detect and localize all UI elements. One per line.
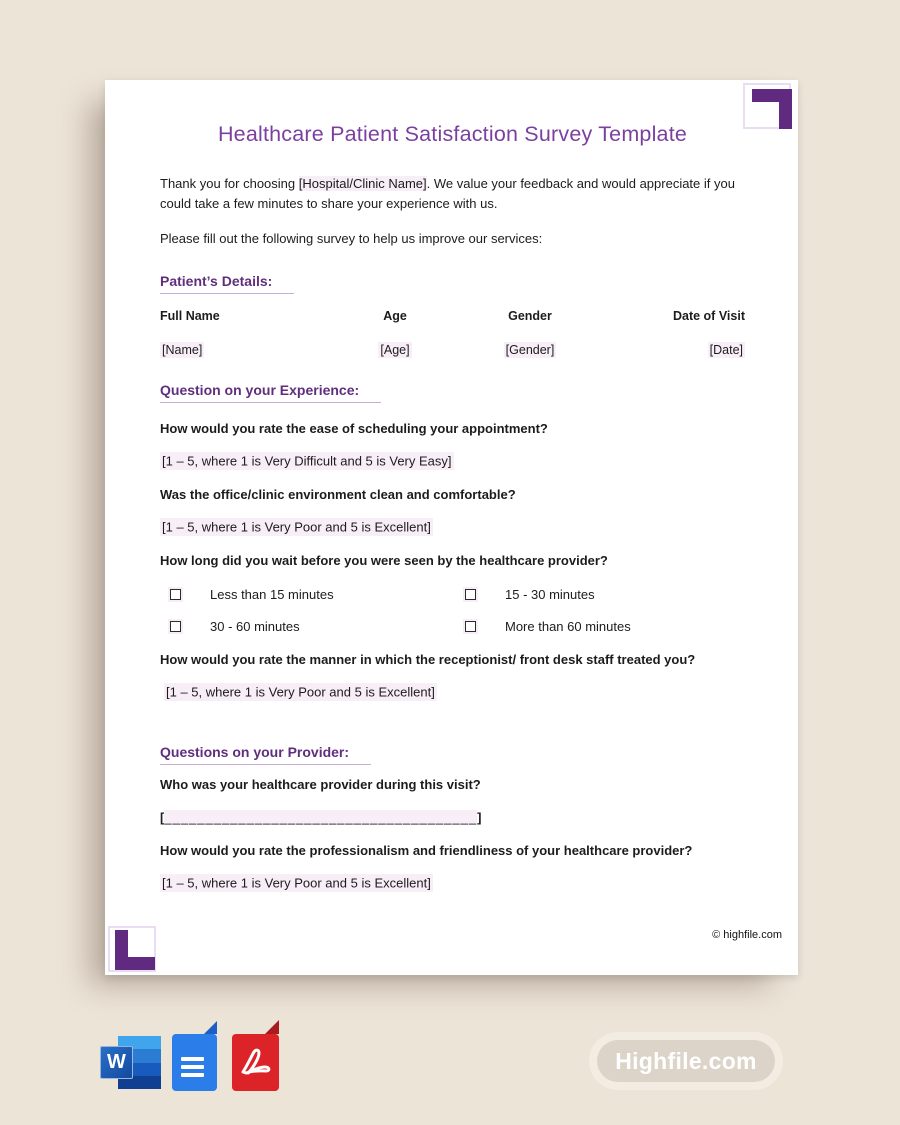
acrobat-logo-icon — [238, 1046, 274, 1080]
question-environment: Was the office/clinic environment clean and comfortable? — [160, 486, 516, 502]
option-label: Less than 15 minutes — [210, 586, 334, 602]
column-header-gender: Gender — [508, 308, 552, 323]
experience-section-heading: Question on your Experience: — [160, 382, 381, 403]
document-title: Healthcare Patient Satisfaction Survey Template — [217, 122, 688, 146]
rating-scale-environment[interactable]: [1 – 5, where 1 is Very Poor and 5 is Excellent] — [162, 519, 431, 535]
copyright-text: © highfile.com — [712, 929, 782, 941]
intro-text-post: . We value your feedback and would appreciate if you could take a few minutes to share your experience with us. — [160, 176, 735, 211]
option-label: 30 - 60 minutes — [210, 618, 300, 634]
column-header-age: Age — [383, 308, 407, 323]
option-label: More than 60 minutes — [505, 618, 631, 634]
gender-placeholder-field[interactable]: [Gender] — [505, 342, 555, 357]
wait-time-options — [160, 587, 745, 634]
pdf-file-icon[interactable] — [232, 1034, 279, 1091]
patient-details-table — [160, 306, 745, 360]
corner-decoration-top-right-icon — [743, 80, 799, 133]
option-15-30[interactable] — [463, 587, 745, 602]
option-more-than-60[interactable] — [463, 619, 745, 634]
option-label: 15 - 30 minutes — [505, 586, 595, 602]
patient-details-heading: Patient’s Details: — [160, 273, 294, 294]
column-header-full-name: Full Name — [160, 308, 220, 323]
question-professionalism: How would you rate the professionalism and friendliness of your healthcare provider? — [160, 842, 693, 858]
provider-name-blank-field[interactable]: [______________________________________] — [160, 809, 482, 825]
question-wait-time: How long did you wait before you were seen by the healthcare provider? — [160, 552, 608, 568]
google-docs-file-icon[interactable] — [172, 1034, 217, 1091]
intro-text-pre: Thank you for choosing — [160, 176, 299, 191]
provider-section-heading: Questions on your Provider: — [160, 744, 371, 765]
intro-paragraph-2: Please fill out the following survey to help us improve our services: — [160, 231, 543, 246]
corner-decoration-bottom-left-icon — [106, 926, 162, 979]
highfile-brand-badge[interactable]: Highfile.com — [597, 1040, 775, 1082]
name-placeholder-field[interactable]: [Name] — [162, 342, 203, 357]
option-30-60[interactable] — [168, 619, 463, 634]
checkbox-icon[interactable] — [465, 589, 476, 600]
rating-scale-scheduling[interactable]: [1 – 5, where 1 is Very Difficult and 5 is Very Easy] — [162, 453, 452, 469]
date-placeholder-field[interactable]: [Date] — [709, 342, 743, 357]
hospital-name-placeholder[interactable]: [Hospital/Clinic Name] — [298, 176, 427, 191]
question-receptionist: How would you rate the manner in which the receptionist/ front desk staff treated you? — [160, 651, 696, 667]
document-page — [105, 80, 798, 975]
question-provider-name: Who was your healthcare provider during this visit? — [160, 776, 481, 792]
question-scheduling: How would you rate the ease of scheduling your appointment? — [160, 420, 548, 436]
option-less-than-15[interactable] — [168, 587, 463, 602]
rating-scale-receptionist[interactable]: [1 – 5, where 1 is Very Poor and 5 is Excellent] — [166, 684, 435, 700]
rating-scale-professionalism[interactable]: [1 – 5, where 1 is Very Poor and 5 is Excellent] — [162, 875, 431, 891]
column-header-date-of-visit: Date of Visit — [672, 308, 745, 323]
intro-paragraph — [160, 174, 745, 213]
age-placeholder-field[interactable]: [Age] — [380, 342, 410, 357]
checkbox-icon[interactable] — [170, 589, 181, 600]
download-format-bar — [0, 1030, 900, 1100]
word-file-icon[interactable]: W — [100, 1034, 162, 1092]
checkbox-icon[interactable] — [465, 621, 476, 632]
checkbox-icon[interactable] — [170, 621, 181, 632]
